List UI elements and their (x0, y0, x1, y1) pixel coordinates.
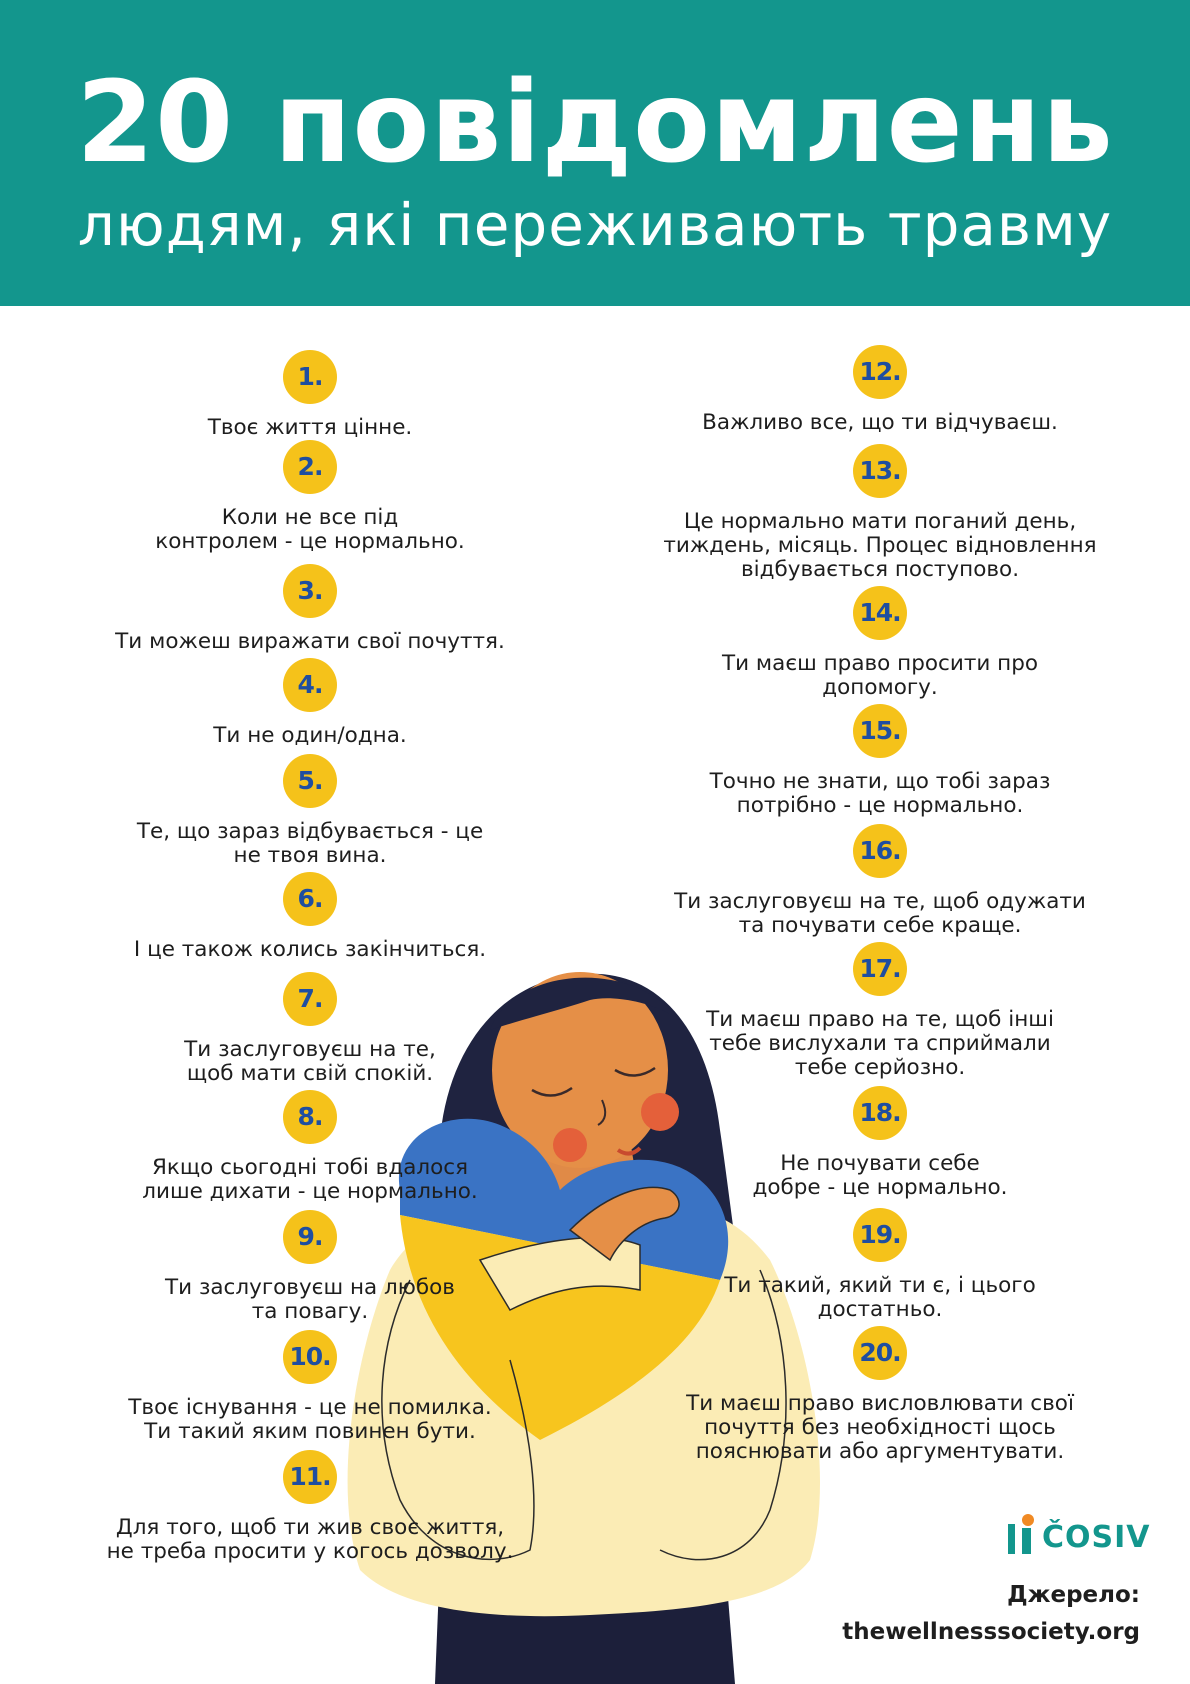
message-text: Ти маєш право висловлювати свої почуття без необхідності щось пояснювати або аргументувати. (686, 1391, 1074, 1464)
message-text: Ти маєш право на те, щоб інші тебе вислухали та сприймали тебе серйозно. (706, 1007, 1054, 1080)
number-badge: 7. (283, 972, 337, 1026)
message-text: Ти заслуговуєш на любов та повагу. (165, 1275, 455, 1324)
message-text: Ти заслуговуєш на те, щоб мати свій спокій. (184, 1037, 436, 1086)
number-badge: 15. (853, 704, 907, 758)
message-text: Ти маєш право просити про допомогу. (721, 651, 1039, 700)
message-text: Твоє життя цінне. (207, 415, 413, 440)
message-text: Якщо сьогодні тобі вдалося лише дихати - це нормально. (142, 1155, 478, 1204)
message-text: Ти не один/одна. (213, 723, 407, 748)
message-text: Твоє існування - це не помилка. Ти такий яким повинен бути. (128, 1395, 492, 1444)
message-text: Це нормально мати поганий день, тиждень, місяць. Процес відновлення відбувається поступово. (663, 509, 1097, 582)
message-item-17 (630, 942, 1130, 1080)
page-title: 20 повідомлень (76, 58, 1114, 188)
message-item-12 (630, 345, 1130, 435)
header-banner (0, 0, 1190, 306)
message-text: І це також колись закінчиться. (133, 937, 487, 962)
message-item-5 (90, 754, 530, 868)
number-badge: 5. (283, 754, 337, 808)
message-item-10 (80, 1330, 540, 1444)
number-badge: 14. (853, 586, 907, 640)
message-item-3 (90, 564, 530, 654)
message-item-9 (90, 1210, 530, 1324)
number-badge: 18. (853, 1086, 907, 1140)
message-text: Важливо все, що ти відчуваєш. (702, 410, 1058, 435)
message-item-8 (90, 1090, 530, 1204)
number-badge: 6. (283, 872, 337, 926)
message-item-2 (90, 440, 530, 554)
number-badge: 16. (853, 824, 907, 878)
message-item-15 (630, 704, 1130, 818)
message-item-1 (90, 350, 530, 440)
message-item-6 (90, 872, 530, 962)
message-text: Не почувати себе добре - це нормально. (752, 1151, 1008, 1200)
number-badge: 13. (853, 444, 907, 498)
message-text: Точно не знати, що тобі зараз потрібно - це нормально. (709, 769, 1051, 818)
number-badge: 20. (853, 1326, 907, 1380)
message-item-18 (630, 1086, 1130, 1200)
message-text: Ти такий, який ти є, і цього достатньо. (724, 1273, 1036, 1322)
source-url: thewellnesssociety.org (842, 1619, 1140, 1645)
source-label: Джерело: (1007, 1582, 1140, 1608)
number-badge: 11. (283, 1450, 337, 1504)
page-subtitle: людям, які переживають травму (77, 191, 1113, 259)
message-text: Те, що зараз відбувається - це не твоя вина. (136, 819, 484, 868)
message-text: Коли не все під контролем - це нормально. (155, 505, 465, 554)
message-text: Ти можеш виражати свої почуття. (115, 629, 505, 654)
number-badge: 2. (283, 440, 337, 494)
message-item-7 (90, 972, 530, 1086)
cosiv-logo (1008, 1514, 1151, 1554)
message-item-14 (630, 586, 1130, 700)
number-badge: 12. (853, 345, 907, 399)
number-badge: 1. (283, 350, 337, 404)
message-text: Ти заслуговуєш на те, щоб одужати та почувати себе краще. (674, 889, 1086, 938)
number-badge: 8. (283, 1090, 337, 1144)
number-badge: 4. (283, 658, 337, 712)
number-badge: 17. (853, 942, 907, 996)
message-item-13 (630, 444, 1130, 582)
message-item-20 (630, 1326, 1130, 1464)
number-badge: 3. (283, 564, 337, 618)
number-badge: 10. (283, 1330, 337, 1384)
message-item-4 (90, 658, 530, 748)
message-item-11 (70, 1450, 550, 1564)
message-text: Для того, щоб ти жив своє життя, не треба просити у когось дозволу. (106, 1515, 514, 1564)
logo-text: ČOSIV (1042, 1520, 1151, 1555)
message-item-16 (630, 824, 1130, 938)
number-badge: 9. (283, 1210, 337, 1264)
message-item-19 (630, 1208, 1130, 1322)
cheek-left (553, 1128, 587, 1162)
source-block (842, 1577, 1140, 1651)
number-badge: 19. (853, 1208, 907, 1262)
logo-mark-icon (1008, 1514, 1036, 1554)
